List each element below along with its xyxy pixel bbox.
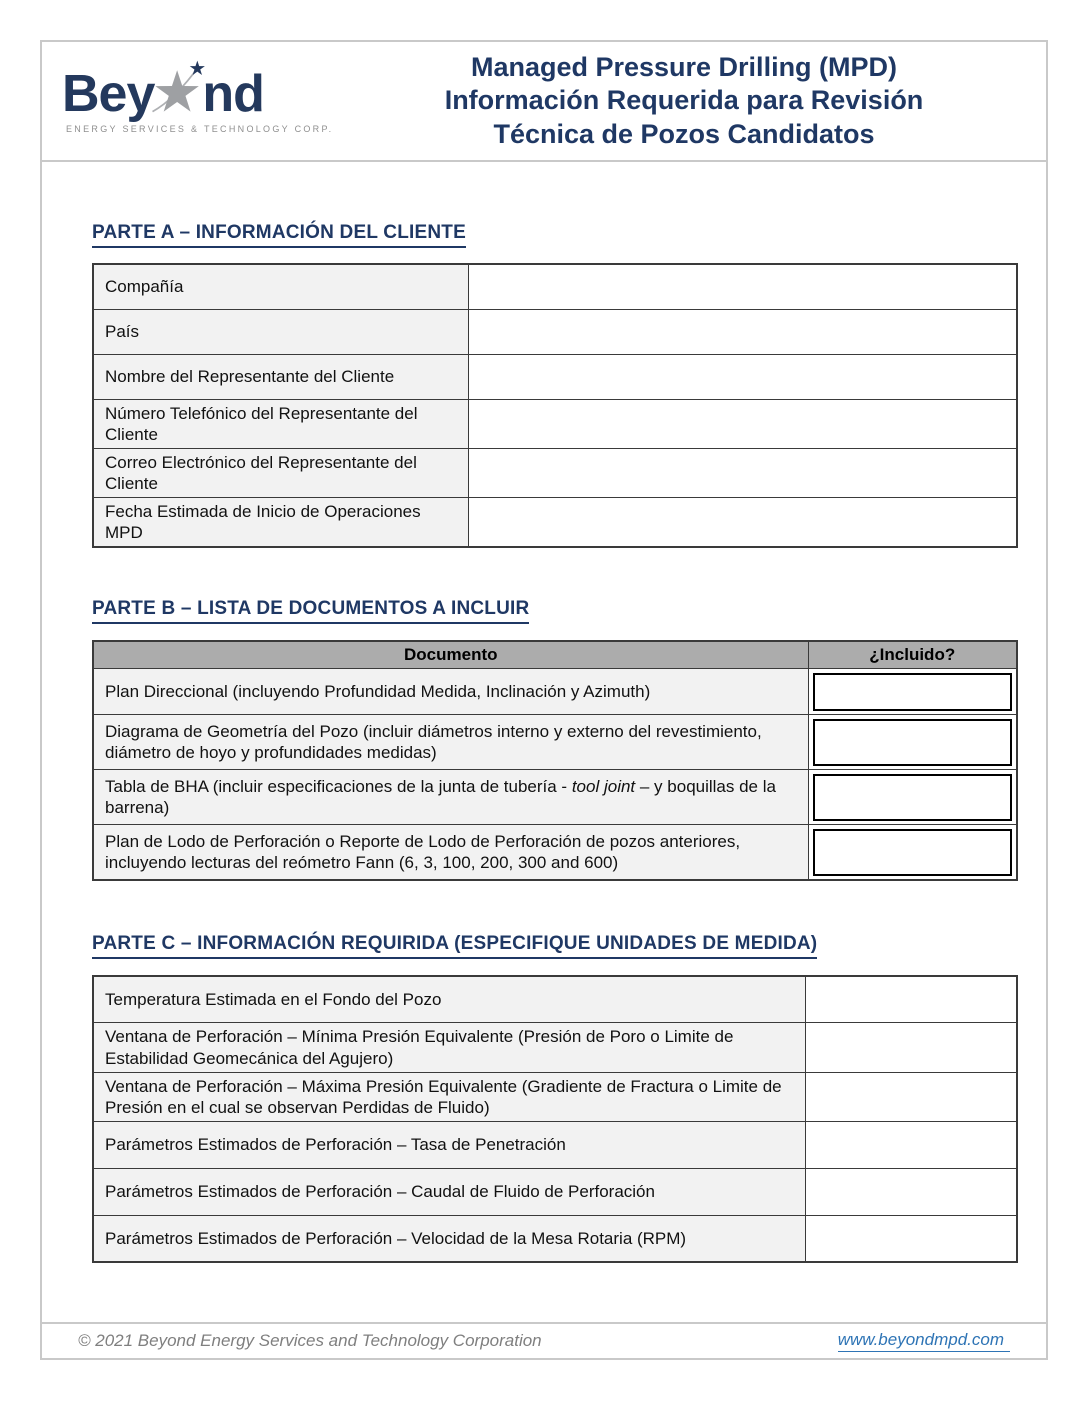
table-row <box>93 1215 1017 1262</box>
table-row <box>93 1023 1017 1072</box>
included-checkbox[interactable] <box>813 719 1013 766</box>
fluid-flow-rate-field[interactable] <box>805 1168 1017 1215</box>
client-info-table <box>92 263 1018 548</box>
included-cell <box>808 715 1017 770</box>
website-link[interactable]: www.beyondmpd.com <box>838 1330 1010 1352</box>
included-checkbox[interactable] <box>813 673 1013 711</box>
title-line-1: Managed Pressure Drilling (MPD) <box>470 52 898 83</box>
field-label: Ventana de Perforación – Máxima Presión Equivalente (Gradiente de Fractura o Limite de Presión en el cual se observan Perdidas de Fluido) <box>93 1072 805 1121</box>
star-icon <box>147 58 209 116</box>
document-page <box>40 40 1048 1360</box>
table-row <box>93 399 1017 448</box>
table-row <box>93 354 1017 399</box>
company-field[interactable] <box>468 264 1017 309</box>
field-label: Ventana de Perforación – Mínima Presión Equivalente (Presión de Poro o Limite de Estabilidad Geomecánica del Agujero) <box>93 1023 805 1072</box>
document-label: Plan Direccional (incluyendo Profundidad Medida, Inclinación y Azimuth) <box>93 669 808 715</box>
field-label: Temperatura Estimada en el Fondo del Pozo <box>93 976 805 1023</box>
document-footer <box>42 1322 1046 1358</box>
included-checkbox[interactable] <box>813 829 1013 876</box>
included-checkbox[interactable] <box>813 774 1013 821</box>
section-b-heading: PARTE B – LISTA DE DOCUMENTOS A INCLUIR <box>92 598 1018 624</box>
table-header-row <box>93 641 1017 669</box>
field-label: Fecha Estimada de Inicio de Operaciones MPD <box>93 497 468 547</box>
column-header-included: ¿Incluido? <box>808 641 1017 669</box>
included-cell <box>808 669 1017 715</box>
section-c-heading: PARTE C – INFORMACIÓN REQUIRIDA (ESPECIFIQUE UNIDADES DE MEDIDA) <box>92 933 1018 959</box>
section-a-heading: PARTE A – INFORMACIÓN DEL CLIENTE <box>92 222 1018 248</box>
max-equivalent-pressure-field[interactable] <box>805 1072 1017 1121</box>
logo-text-nd: nd <box>202 65 264 123</box>
bottomhole-temperature-field[interactable] <box>805 976 1017 1023</box>
table-row <box>93 1121 1017 1168</box>
field-label: Parámetros Estimados de Perforación – Tasa de Penetración <box>93 1121 805 1168</box>
table-row <box>93 825 1017 880</box>
title-line-2: Información Requerida para Revisión <box>444 85 924 116</box>
representative-phone-field[interactable] <box>468 399 1017 448</box>
documents-table <box>92 640 1018 881</box>
table-row <box>93 448 1017 497</box>
table-row <box>93 770 1017 825</box>
document-label: Plan de Lodo de Perforación o Reporte de Lodo de Perforación de pozos anteriores, incluyendo lecturas del reómetro Fann (6, 3, 100, 200, 300 and 600) <box>93 825 808 880</box>
table-row <box>93 309 1017 354</box>
table-row <box>93 976 1017 1023</box>
field-label: Nombre del Representante del Cliente <box>93 354 468 399</box>
penetration-rate-field[interactable] <box>805 1121 1017 1168</box>
field-label: Compañía <box>93 264 468 309</box>
rotary-speed-field[interactable] <box>805 1215 1017 1262</box>
field-label: País <box>93 309 468 354</box>
mpd-start-date-field[interactable] <box>468 497 1017 547</box>
column-header-document: Documento <box>93 641 808 669</box>
field-label: Correo Electrónico del Representante del Cliente <box>93 448 468 497</box>
logo-tagline: ENERGY SERVICES & TECHNOLOGY CORP. <box>66 124 334 134</box>
field-label: Parámetros Estimados de Perforación – Velocidad de la Mesa Rotaria (RPM) <box>93 1215 805 1262</box>
included-cell <box>808 770 1017 825</box>
required-info-table <box>92 975 1018 1263</box>
table-row <box>93 1168 1017 1215</box>
logo-wordmark <box>62 65 362 123</box>
representative-name-field[interactable] <box>468 354 1017 399</box>
document-label: Diagrama de Geometría del Pozo (incluir diámetros interno y externo del revestimiento, diámetro de hoyo y profundidades medidas) <box>93 715 808 770</box>
field-label: Número Telefónico del Representante del Cliente <box>93 399 468 448</box>
table-row <box>93 497 1017 547</box>
min-equivalent-pressure-field[interactable] <box>805 1023 1017 1072</box>
document-body <box>42 222 1046 1263</box>
included-cell <box>808 825 1017 880</box>
copyright-text: © 2021 Beyond Energy Services and Technology Corporation <box>78 1331 542 1350</box>
representative-email-field[interactable] <box>468 448 1017 497</box>
country-field[interactable] <box>468 309 1017 354</box>
document-header <box>42 42 1046 162</box>
document-title <box>362 51 1032 151</box>
field-label: Parámetros Estimados de Perforación – Caudal de Fluido de Perforación <box>93 1168 805 1215</box>
table-row <box>93 1072 1017 1121</box>
table-row <box>93 715 1017 770</box>
table-row <box>93 264 1017 309</box>
table-row <box>93 669 1017 715</box>
logo-text-bey: Bey <box>62 65 155 123</box>
company-logo <box>62 65 362 134</box>
document-label: Tabla de BHA (incluir especificaciones de la junta de tubería - tool joint – y boquillas de la barrena) <box>93 770 808 825</box>
title-line-3: Técnica de Pozos Candidatos <box>493 118 875 149</box>
